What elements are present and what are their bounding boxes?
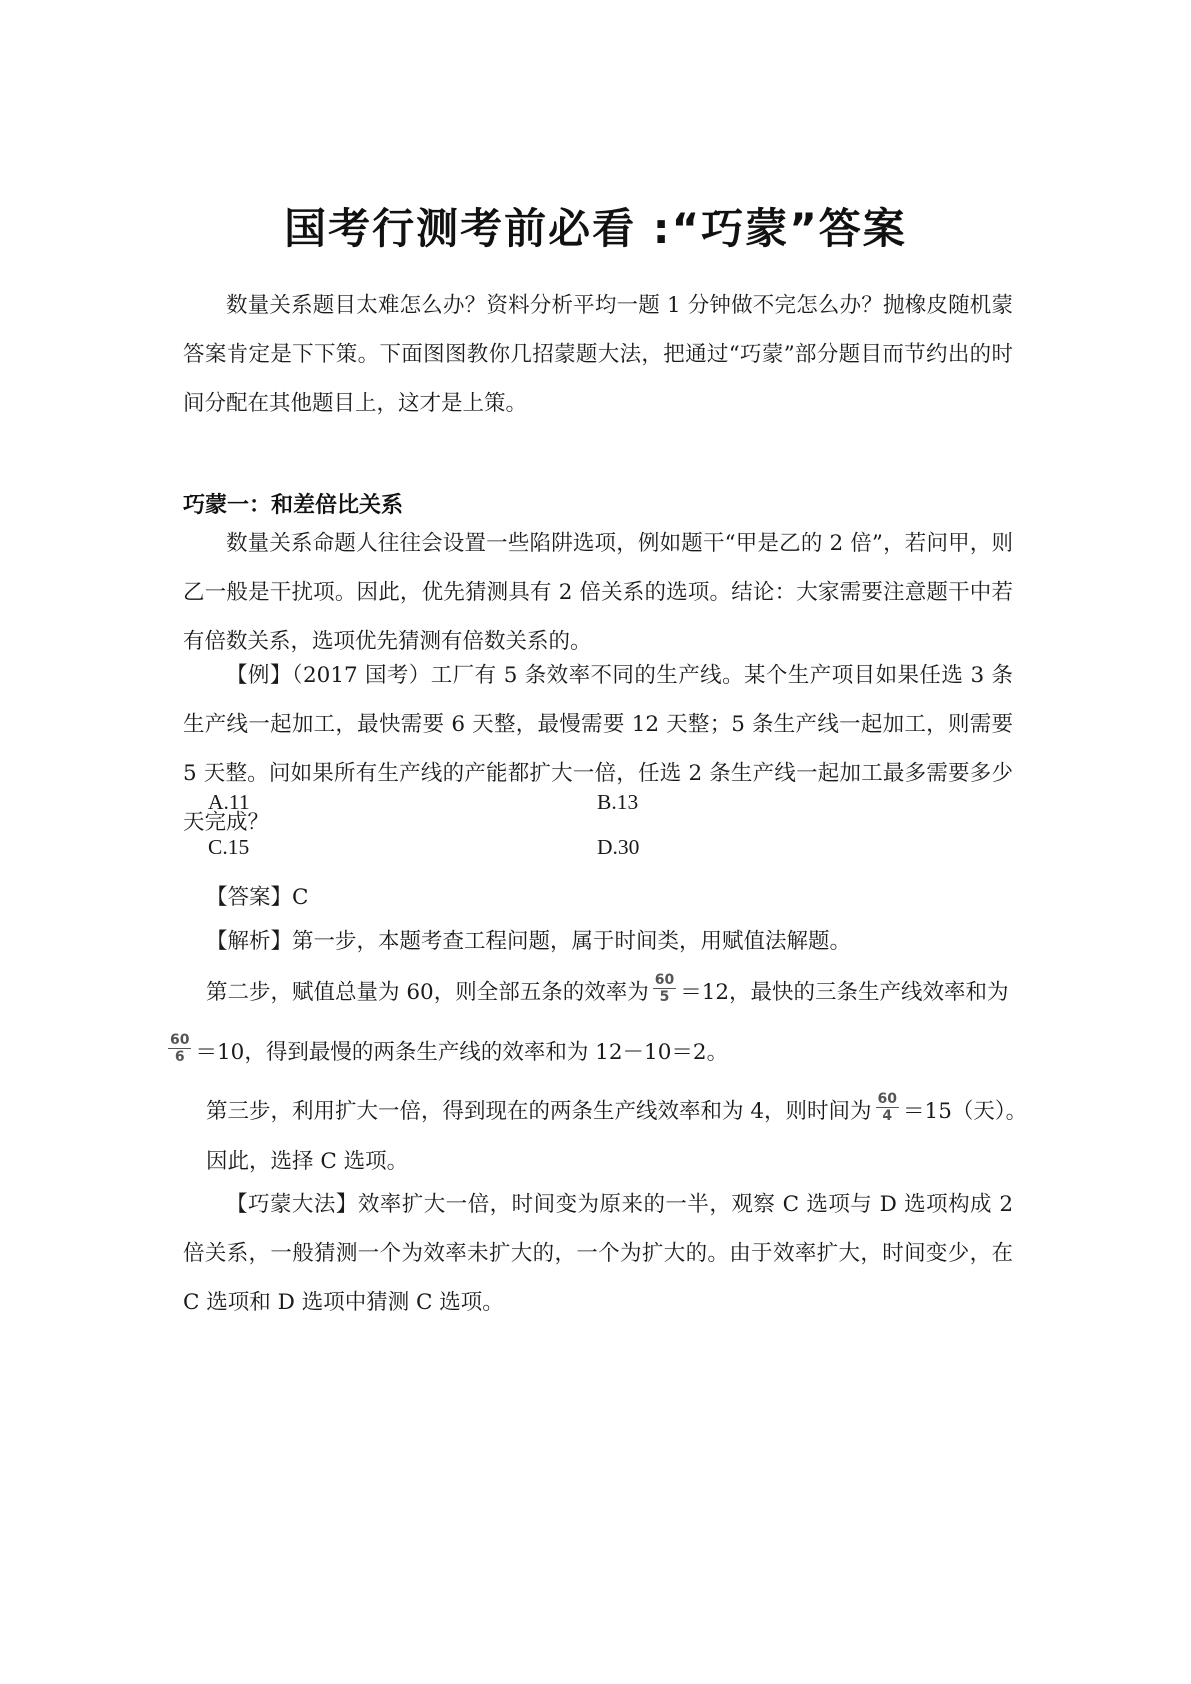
fraction-numerator: 60 <box>877 1091 898 1107</box>
step2-text-c: ＝10，得到最慢的两条生产线的效率和为 12－10＝2。 <box>195 1040 729 1065</box>
option-b: B.13 <box>597 790 639 814</box>
fraction-60-over-4 <box>876 1092 899 1124</box>
conclusion-line: 因此，选择 C 选项。 <box>206 1149 409 1174</box>
answer-line: 【答案】C <box>206 885 309 910</box>
step2-text-b: ＝12，最快的三条生产线效率和为 <box>680 980 1009 1005</box>
intro-paragraph: 数量关系题目太难怎么办？资料分析平均一题 1 分钟做不完怎么办？抛橡皮随机蒙答案肯定是下下策。下面图图教你几招蒙题大法，把通过“巧蒙”部分题目而节约出的时间分配在其他题目上，这才是上策。 <box>183 293 1013 416</box>
analysis-step3 <box>206 1091 1028 1128</box>
option-a: A.11 <box>208 790 250 814</box>
option-c: C.15 <box>208 835 250 859</box>
fraction-denominator: 6 <box>174 1049 185 1065</box>
step3-text-a: 第三步，利用扩大一倍，得到现在的两条生产线效率和为 4，则时间为 <box>206 1099 872 1124</box>
page-title: 国考行测考前必看 :“巧蒙”答案 <box>284 204 907 253</box>
step2-text-a: 第二步，赋值总量为 60，则全部五条的效率为 <box>206 980 649 1005</box>
fraction-denominator: 5 <box>659 989 670 1005</box>
fraction-60-over-6 <box>168 1033 191 1065</box>
example-question: 【例】（2017 国考）工厂有 5 条效率不同的生产线。某个生产项目如果任选 3 条生产线一起加工，最快需要 6 天整，最慢需要 12 天整；5 条生产线一起加工，则需要 5 天整。问如果所有生产线的产能都扩大一倍，任选 2 条生产线一起加工最多需要多少天完成？ <box>183 663 1013 835</box>
option-d: D.30 <box>597 835 640 859</box>
fraction-60-over-5 <box>653 973 676 1005</box>
fraction-denominator: 4 <box>882 1108 893 1124</box>
section-heading: 巧蒙一：和差倍比关系 <box>183 493 404 518</box>
analysis-step1: 【解析】第一步，本题考查工程问题，属于时间类，用赋值法解题。 <box>206 929 852 954</box>
fraction-numerator: 60 <box>170 1032 190 1048</box>
trick-paragraph: 【巧蒙大法】效率扩大一倍，时间变为原来的一半，观察 C 选项与 D 选项构成 2 倍关系，一般猜测一个为效率未扩大的，一个为扩大的。由于效率扩大，时间变少，在 C 选项和 D 选项中猜测 C 选项。 <box>183 1192 1013 1315</box>
analysis-step2-line1 <box>206 972 1009 1009</box>
section-paragraph: 数量关系命题人往往会设置一些陷阱选项，例如题干“甲是乙的 2 倍”，若问甲，则乙一般是干扰项。因此，优先猜测具有 2 倍关系的选项。结论：大家需要注意题干中若有倍数关系，选项优先猜测有倍数关系的。 <box>183 531 1013 654</box>
analysis-step2-line2 <box>168 1032 729 1069</box>
fraction-numerator: 60 <box>654 972 675 988</box>
step3-text-b: ＝15（天）。 <box>903 1099 1028 1124</box>
